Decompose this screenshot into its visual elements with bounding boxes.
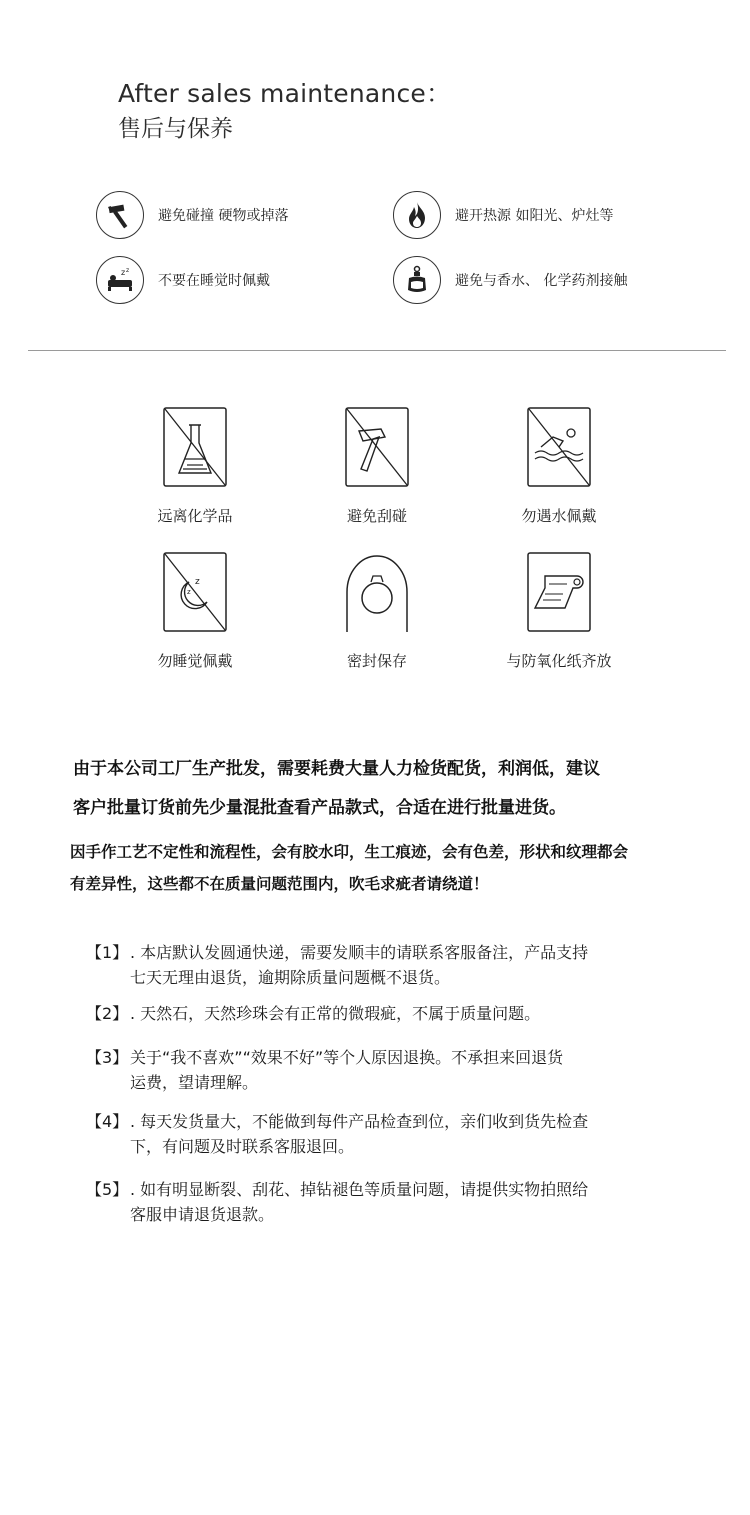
policy-item: [86, 1045, 686, 1095]
policy-text: . 如有明显断裂、刮花、掉钻褪色等质量问题，请提供实物拍照给: [130, 1180, 589, 1199]
policy-item: [86, 940, 686, 990]
care-text: 避开热源 如阳光、炉灶等: [455, 208, 614, 224]
policy-number: 【1】: [86, 943, 129, 962]
policy-text: 下，有问题及时联系客服退回。: [130, 1137, 355, 1156]
care-item-avoid-impact: [96, 191, 288, 239]
svg-text:z: z: [195, 577, 200, 587]
policy-item: [86, 1001, 686, 1026]
svg-text:z: z: [121, 268, 126, 277]
policy-text: 七天无理由退货，逾期除质量问题概不退货。: [130, 968, 451, 987]
notice-line: 因手作工艺不定性和流程性，会有胶水印，生工痕迹，会有色差，形状和纹理都会: [70, 843, 629, 861]
policy-number: 【4】: [86, 1112, 129, 1131]
policy-item: [86, 1109, 686, 1159]
flame-icon: [393, 191, 441, 239]
warning-sealed-storage: [307, 552, 447, 671]
policy-text: 运费，望请理解。: [130, 1073, 259, 1092]
policy-text: . 每天发货量大，不能做到每件产品检查到位，亲们收到货先检查: [130, 1112, 589, 1131]
warning-label: 避免刮碰: [346, 507, 407, 525]
policy-number: 【5】: [86, 1180, 129, 1199]
care-text: 避免与香水、 化学药剂接触: [455, 273, 628, 289]
warning-no-water: [489, 407, 629, 526]
no-sleep-icon: [163, 552, 227, 632]
section-divider: [28, 350, 726, 351]
policy-number: 【3】: [86, 1048, 129, 1067]
notice-line: 由于本公司工厂生产批发，需要耗费大量人力检货配货，利润低，建议: [73, 759, 600, 779]
warning-label: 勿遇水佩戴: [521, 507, 597, 525]
anti-oxidation-paper-icon: [527, 552, 591, 632]
warning-label: 勿睡觉佩戴: [157, 652, 233, 670]
care-item-avoid-heat: [393, 191, 613, 239]
no-swimming-icon: [527, 407, 591, 487]
notice-line: 有差异性，这些都不在质量问题范围内，吹毛求疵者请绕道！: [70, 875, 489, 893]
notice-line: 客户批量订货前先少量混批查看产品款式，合适在进行批量进货。: [73, 798, 566, 818]
care-text: 不要在睡觉时佩戴: [158, 273, 270, 289]
care-item-avoid-chemicals: [393, 256, 627, 304]
warning-avoid-scratch: [307, 407, 447, 526]
warning-label: 远离化学品: [157, 507, 233, 525]
warning-label: 与防氧化纸齐放: [506, 652, 612, 670]
title-chinese: 售后与保养: [118, 116, 233, 142]
care-item-no-sleep: [96, 256, 270, 304]
svg-text:z: z: [126, 267, 130, 274]
svg-text:z: z: [187, 588, 191, 596]
warning-label: 密封保存: [346, 652, 407, 670]
hammer-icon: [96, 191, 144, 239]
no-chemicals-icon: [163, 407, 227, 487]
policy-text: 关于“我不喜欢”“效果不好”等个人原因退换。不承担来回退货: [130, 1048, 564, 1067]
policy-item: [86, 1177, 686, 1227]
warning-anti-oxidation: [489, 552, 629, 671]
sleep-bed-icon: [96, 256, 144, 304]
policy-text: . 天然石，天然珍珠会有正常的微瑕疵，不属于质量问题。: [130, 1004, 541, 1023]
perfume-bottle-icon: [393, 256, 441, 304]
warning-no-sleep: [125, 552, 265, 671]
warning-no-chemicals: [125, 407, 265, 526]
sealed-storage-icon: [345, 552, 409, 632]
policy-text: 客服申请退货退款。: [130, 1205, 275, 1224]
policy-text: . 本店默认发圆通快递，需要发顺丰的请联系客服备注，产品支持: [130, 943, 589, 962]
no-hammer-icon: [345, 407, 409, 487]
title-english: After sales maintenance：: [118, 79, 452, 108]
policy-number: 【2】: [86, 1004, 129, 1023]
care-text: 避免碰撞 硬物或掉落: [158, 208, 289, 224]
